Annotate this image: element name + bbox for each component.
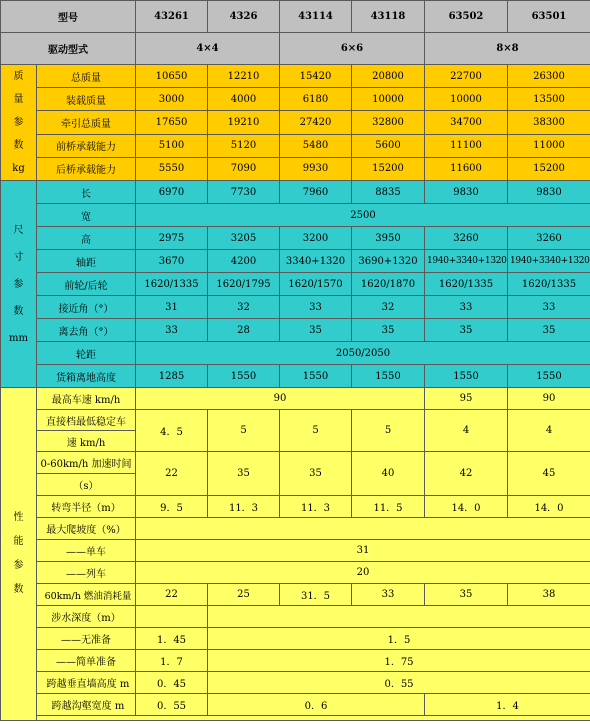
drive-label: 驱动型式 <box>1 33 136 65</box>
mass-row-front-axle <box>1 134 590 157</box>
mass-row-rear-axle <box>1 157 590 180</box>
model-43114: 43114 <box>280 1 352 33</box>
cell: 1940+3340+1320 <box>425 250 508 273</box>
cell: 5 <box>280 410 352 452</box>
perf-row-fording-simple <box>1 650 590 672</box>
drive-row <box>1 33 590 65</box>
row-label: 最大爬坡度（%） <box>37 518 136 540</box>
cell: 28 <box>208 319 280 342</box>
row-label: ——列车 <box>37 562 136 584</box>
perf-row-accel-1 <box>1 452 590 474</box>
cell: 3340+1320 <box>280 250 352 273</box>
cell: 33 <box>508 296 590 319</box>
cell: 3260 <box>508 227 590 250</box>
cell: 1620/1335 <box>136 273 208 296</box>
mass-category-label: 质 量 参 数 kg <box>1 65 37 181</box>
perf-row-turn-radius <box>1 496 590 518</box>
cell: 35 <box>280 452 352 496</box>
row-label: 前轮/后轮 <box>37 273 136 296</box>
cell: 1．7 <box>136 650 208 672</box>
cell: 17650 <box>136 111 208 134</box>
row-label: 装载质量 <box>37 88 136 111</box>
row-label: 轮距 <box>37 342 136 365</box>
row-label: ——单车 <box>37 540 136 562</box>
cell: 5600 <box>352 134 425 157</box>
drive-8x8: 8×8 <box>425 33 590 65</box>
perf-row-grade-train <box>1 562 590 584</box>
cell: 6970 <box>136 181 208 204</box>
dimension-category-label: 尺 寸 参 数 mm <box>1 181 37 388</box>
cell: 1550 <box>208 365 280 388</box>
cell: 20 <box>136 562 590 584</box>
cell: 15420 <box>280 65 352 88</box>
perf-row-min-speed-1 <box>1 410 590 431</box>
cell: 40 <box>352 452 425 496</box>
cell: 35 <box>280 319 352 342</box>
cell: 32 <box>352 296 425 319</box>
cell: 1550 <box>425 365 508 388</box>
cell: 5 <box>352 410 425 452</box>
cell: 1．4 <box>425 694 590 716</box>
model-43261: 43261 <box>136 1 208 33</box>
cell: 31 <box>136 296 208 319</box>
cell: 1．75 <box>208 650 590 672</box>
cell: 32800 <box>352 111 425 134</box>
cell: 35 <box>208 452 280 496</box>
row-label: 高 <box>37 227 136 250</box>
mass-row-towing <box>1 111 590 134</box>
cell: 7090 <box>208 157 280 180</box>
mass-row-payload <box>1 88 590 111</box>
cell: 15200 <box>352 157 425 180</box>
dim-row-length <box>1 181 590 204</box>
dim-row-approach <box>1 296 590 319</box>
row-label: 总质量 <box>37 65 136 88</box>
cell: 5480 <box>280 134 352 157</box>
cell: 14．0 <box>508 496 590 518</box>
dim-row-departure <box>1 319 590 342</box>
drive-6x6: 6×6 <box>280 33 425 65</box>
row-label: 宽 <box>37 204 136 227</box>
cell: 0．55 <box>208 672 590 694</box>
cell: 10000 <box>352 88 425 111</box>
cell: 1620/1335 <box>508 273 590 296</box>
cell: 3690+1320 <box>352 250 425 273</box>
cell: 25 <box>208 584 280 606</box>
cell: 1550 <box>352 365 425 388</box>
dim-row-wheelbase <box>1 250 590 273</box>
performance-category-label: 性 能 参 数 <box>1 388 37 721</box>
cell: 33 <box>352 584 425 606</box>
cell: 11．3 <box>280 496 352 518</box>
cell: 5 <box>208 410 280 452</box>
row-label: 直接档最低稳定车 <box>37 410 136 431</box>
cell: 1620/1570 <box>280 273 352 296</box>
cell: 11600 <box>425 157 508 180</box>
cell <box>136 606 208 628</box>
cell: 11000 <box>508 134 590 157</box>
cell: 32 <box>208 296 280 319</box>
cell: 19210 <box>208 111 280 134</box>
cell: 1285 <box>136 365 208 388</box>
cell: 3950 <box>352 227 425 250</box>
cell: 0．55 <box>136 694 208 716</box>
cell: 6180 <box>280 88 352 111</box>
cell: 38 <box>508 584 590 606</box>
cell: 4．5 <box>136 410 208 452</box>
dim-row-height <box>1 227 590 250</box>
cell: 3670 <box>136 250 208 273</box>
row-label: 接近角（°） <box>37 296 136 319</box>
cell: 4 <box>508 410 590 452</box>
cell: 27420 <box>280 111 352 134</box>
model-row <box>1 1 590 33</box>
perf-row-step <box>1 672 590 694</box>
perf-row-fording-title <box>1 606 590 628</box>
perf-row-fording-none <box>1 628 590 650</box>
cell: 1．5 <box>208 628 590 650</box>
cell: 10000 <box>425 88 508 111</box>
dim-row-tread <box>1 342 590 365</box>
cell: 1620/1870 <box>352 273 425 296</box>
cell: 35 <box>425 319 508 342</box>
cell: 5120 <box>208 134 280 157</box>
cell: 31 <box>136 540 590 562</box>
cell: 1940+3340+1320 <box>508 250 590 273</box>
row-label: ——简单准备 <box>37 650 136 672</box>
cell: 1620/1335 <box>425 273 508 296</box>
dim-row-cargo-floor <box>1 365 590 388</box>
cell <box>37 716 590 721</box>
cell: 95 <box>425 388 508 410</box>
cell: 33 <box>280 296 352 319</box>
cell: 1550 <box>280 365 352 388</box>
cell: 15200 <box>508 157 590 180</box>
row-label: 转弯半径（m） <box>37 496 136 518</box>
perf-row-grade-single <box>1 540 590 562</box>
dim-row-width <box>1 204 590 227</box>
row-label: 货箱离地高度 <box>37 365 136 388</box>
cell: 9930 <box>280 157 352 180</box>
row-label: 涉水深度（m） <box>37 606 136 628</box>
cell: 1620/1795 <box>208 273 280 296</box>
cell: 8835 <box>352 181 425 204</box>
perf-row-spacer <box>1 716 590 721</box>
cell: 26300 <box>508 65 590 88</box>
cell: 90 <box>136 388 425 410</box>
cell: 7730 <box>208 181 280 204</box>
row-label: ——无准备 <box>37 628 136 650</box>
perf-row-trench <box>1 694 590 716</box>
row-label: （s） <box>37 474 136 496</box>
cell: 3205 <box>208 227 280 250</box>
cell: 5550 <box>136 157 208 180</box>
cell: 4 <box>425 410 508 452</box>
row-label: 长 <box>37 181 136 204</box>
mass-row-total <box>1 65 590 88</box>
cell: 3000 <box>136 88 208 111</box>
cell: 10650 <box>136 65 208 88</box>
cell: 33 <box>136 319 208 342</box>
row-label: 0-60km/h 加速时间 <box>37 452 136 474</box>
cell: 34700 <box>425 111 508 134</box>
cell: 4000 <box>208 88 280 111</box>
drive-4x4: 4×4 <box>136 33 280 65</box>
cell: 33 <box>425 296 508 319</box>
perf-row-grade-title <box>1 518 590 540</box>
perf-row-max-speed <box>1 388 590 410</box>
cell: 31．5 <box>280 584 352 606</box>
dim-row-track <box>1 273 590 296</box>
row-label: 前桥承载能力 <box>37 134 136 157</box>
model-43118: 43118 <box>352 1 425 33</box>
cell: 45 <box>508 452 590 496</box>
perf-row-fuel <box>1 584 590 606</box>
cell: 7960 <box>280 181 352 204</box>
cell: 12210 <box>208 65 280 88</box>
row-label: 轴距 <box>37 250 136 273</box>
cell: 1．45 <box>136 628 208 650</box>
cell: 9830 <box>508 181 590 204</box>
model-63501: 63501 <box>508 1 590 33</box>
cell <box>208 606 590 628</box>
cell: 9．5 <box>136 496 208 518</box>
row-label: 后桥承载能力 <box>37 157 136 180</box>
row-label: 离去角（°） <box>37 319 136 342</box>
row-label: 牵引总质量 <box>37 111 136 134</box>
cell <box>136 518 590 540</box>
cell: 35 <box>425 584 508 606</box>
row-label: 最高车速 km/h <box>37 388 136 410</box>
cell: 14．0 <box>425 496 508 518</box>
cell: 5100 <box>136 134 208 157</box>
row-label: 速 km/h <box>37 431 136 452</box>
cell: 11100 <box>425 134 508 157</box>
cell: 0．6 <box>208 694 425 716</box>
cell: 20800 <box>352 65 425 88</box>
cell: 22 <box>136 584 208 606</box>
cell: 38300 <box>508 111 590 134</box>
cell: 2050/2050 <box>136 342 590 365</box>
row-label: 跨越垂直墙高度 m <box>37 672 136 694</box>
cell: 90 <box>508 388 590 410</box>
cell: 2500 <box>136 204 590 227</box>
cell: 11．3 <box>208 496 280 518</box>
cell: 1550 <box>508 365 590 388</box>
cell: 9830 <box>425 181 508 204</box>
model-label: 型号 <box>1 1 136 33</box>
row-label: 60km/h 燃油消耗量 <box>37 584 136 606</box>
cell: 2975 <box>136 227 208 250</box>
cell: 0．45 <box>136 672 208 694</box>
cell: 35 <box>508 319 590 342</box>
cell: 22 <box>136 452 208 496</box>
cell: 35 <box>352 319 425 342</box>
cell: 3200 <box>280 227 352 250</box>
cell: 11．5 <box>352 496 425 518</box>
model-4326: 4326 <box>208 1 280 33</box>
cell: 4200 <box>208 250 280 273</box>
cell: 42 <box>425 452 508 496</box>
cell: 22700 <box>425 65 508 88</box>
cell: 3260 <box>425 227 508 250</box>
model-63502: 63502 <box>425 1 508 33</box>
cell: 13500 <box>508 88 590 111</box>
row-label: 跨越沟壑宽度 m <box>37 694 136 716</box>
